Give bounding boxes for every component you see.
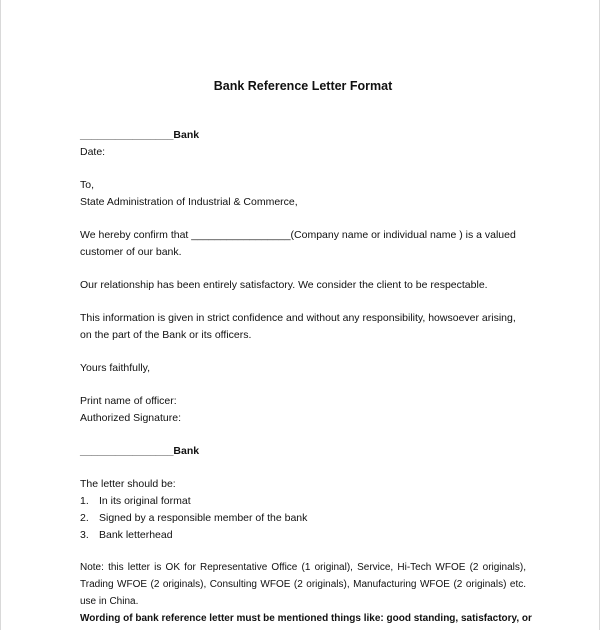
list-item-number: 1. [80,495,89,507]
wording-note: Wording of bank reference letter must be mentioned things like: good standing, satisfactory, or [80,613,532,624]
list-item-number: 2. [80,512,89,524]
confirm-paragraph: We hereby confirm that _________________(Company name or individual name ) is a valued customer of our bank. [80,229,516,258]
list-item-text: Bank letterhead [99,529,173,541]
usage-note: Note: this letter is OK for Representative Office (1 original), Service, Hi-Tech WFOE (2 originals), Trading WFOE (2 originals), Consulting WFOE (2 originals), Manufacturing WFOE (2 originals) etc. use in China. [80,562,526,607]
recipient-address: State Administration of Industrial & Commerce, [80,196,298,208]
list-item-number: 3. [80,529,89,541]
bank-footer: ________________Bank [80,445,200,457]
to-label: To, [80,179,95,191]
confidence-paragraph: This information is given in strict confidence and without any responsibility, howsoever arising, on the part of the Bank or its officers. [80,312,516,341]
list-item [80,527,173,544]
requirements-intro: The letter should be: [80,478,176,490]
closing-salutation: Yours faithfully, [80,362,151,374]
print-name-label: Print name of officer: [80,395,177,407]
page-left-edge [0,0,1,630]
list-item-text: Signed by a responsible member of the bank [99,512,308,524]
list-item-text: In its original format [99,495,191,507]
list-item [80,510,307,527]
bank-header: ________________Bank [80,129,200,141]
document-title: Bank Reference Letter Format [213,79,393,93]
date-label: Date: [80,146,106,158]
signature-label: Authorized Signature: [80,412,181,424]
relationship-paragraph: Our relationship has been entirely satisfactory. We consider the client to be respectable. [80,279,488,291]
list-item [80,493,191,510]
